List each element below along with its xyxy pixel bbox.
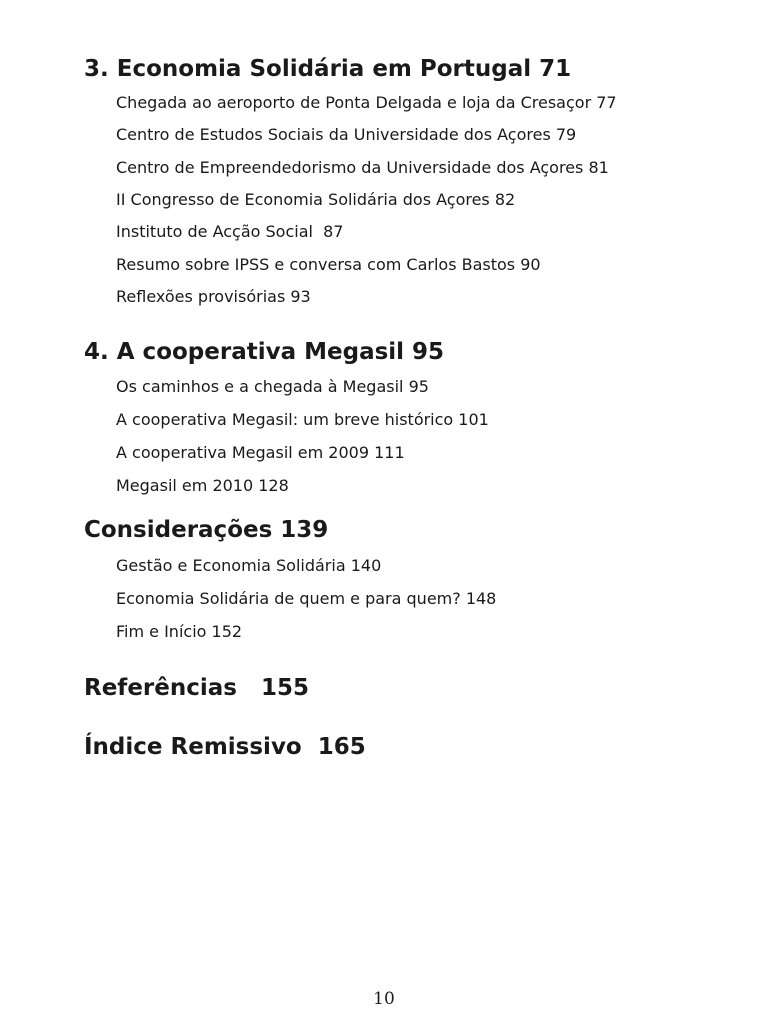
toc-heading-economia-solidaria-portugal: 3. Economia Solidária em Portugal 71	[84, 56, 572, 82]
toc-entry: Chegada ao aeroporto de Ponta Delgada e loja da Cresaçor 77	[116, 93, 617, 112]
page-number: 10	[373, 989, 395, 1009]
toc-entry: Fim e Início 152	[116, 622, 243, 641]
toc-entry: Os caminhos e a chegada à Megasil 95	[116, 377, 429, 396]
toc-heading-consideracoes: Considerações 139	[84, 517, 329, 543]
toc-entry: Gestão e Economia Solidária 140	[116, 556, 382, 575]
toc-heading-cooperativa-megasil: 4. A cooperativa Megasil 95	[84, 339, 445, 365]
toc-entry: Centro de Estudos Sociais da Universidade dos Açores 79	[116, 125, 577, 144]
toc-entry: A cooperativa Megasil em 2009 111	[116, 443, 405, 462]
toc-entry: Reflexões provisórias 93	[116, 287, 311, 306]
toc-entry: Resumo sobre IPSS e conversa com Carlos Bastos 90	[116, 255, 541, 274]
toc-entry: Megasil em 2010 128	[116, 476, 289, 495]
toc-heading-indice-remissivo: Índice Remissivo 165	[84, 734, 366, 760]
toc-heading-referencias: Referências 155	[84, 675, 309, 701]
toc-entry: A cooperativa Megasil: um breve histórico 101	[116, 410, 489, 429]
toc-entry: Economia Solidária de quem e para quem? 148	[116, 589, 497, 608]
toc-entry: Centro de Empreendedorismo da Universidade dos Açores 81	[116, 158, 609, 177]
toc-entry: Instituto de Acção Social 87	[116, 222, 344, 241]
toc-entry: II Congresso de Economia Solidária dos Açores 82	[116, 190, 516, 209]
